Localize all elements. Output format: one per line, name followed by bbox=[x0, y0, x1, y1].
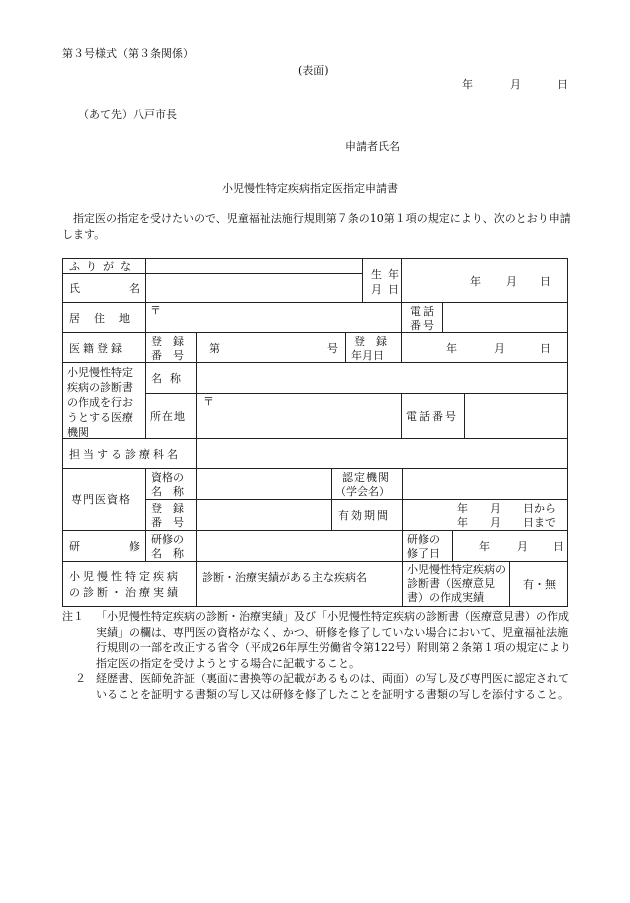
reg-number-input[interactable] bbox=[196, 332, 346, 363]
reg-no-suffix: 号 bbox=[327, 342, 338, 355]
reg-day-label: 日 bbox=[540, 342, 551, 355]
inst-postal-mark: 〒 bbox=[203, 395, 214, 408]
birth-day-label: 日 bbox=[540, 275, 551, 288]
institution-label: 小児慢性特定疾病の診断書の作成を行おうとする医療機関 bbox=[67, 366, 133, 439]
note-1 bbox=[62, 609, 572, 671]
date-day: 日 bbox=[557, 78, 568, 91]
inst-phone-label-cell bbox=[401, 393, 465, 439]
notes bbox=[62, 609, 572, 702]
cert-org-label-cell bbox=[331, 468, 403, 500]
spec-reg-label-cell bbox=[145, 499, 197, 531]
phone-label-line1: 電話 bbox=[410, 305, 436, 318]
yes-no-label: 有・無 bbox=[523, 578, 556, 591]
specialist-label: 専門医資格 bbox=[71, 493, 131, 506]
name-input[interactable] bbox=[145, 273, 363, 303]
birthdate-label-line1: 生年 bbox=[371, 268, 405, 281]
reg-date-label-line2: 年月日 bbox=[351, 349, 384, 362]
reg-date-label-cell bbox=[345, 332, 402, 363]
qual-name-label-cell bbox=[145, 468, 197, 500]
training-done-label-line1: 研修の bbox=[407, 533, 440, 546]
reg-date-label-line1: 登 録 bbox=[354, 335, 387, 348]
reg-month-label: 月 bbox=[494, 342, 505, 355]
results-main-input[interactable] bbox=[196, 561, 403, 607]
phone-input[interactable] bbox=[442, 302, 568, 333]
qual-name-label-line2: 名 称 bbox=[151, 485, 184, 498]
opinion-results-label: 小児慢性特定疾病の診断書（医療意見書）の作成実績 bbox=[407, 563, 506, 604]
cert-org-label-line2: （学会名） bbox=[335, 485, 390, 498]
birth-month-label: 月 bbox=[506, 275, 517, 288]
name-label-2: 名 bbox=[129, 282, 140, 295]
address-input[interactable] bbox=[145, 302, 402, 333]
training-label-cell bbox=[62, 530, 146, 562]
valid-period-label-cell bbox=[331, 499, 403, 531]
medical-reg-label-cell bbox=[62, 332, 146, 363]
note-2-number: ２ bbox=[75, 672, 86, 685]
birth-year-label: 年 bbox=[470, 275, 481, 288]
name-label-1: 氏 bbox=[69, 282, 80, 295]
valid-period-label: 有効期間 bbox=[338, 509, 390, 522]
qual-name-label-line1: 資格の bbox=[151, 471, 184, 484]
cert-org-label-line1: 認定機関 bbox=[342, 471, 390, 484]
results-main-label: 診断・治療実績がある主な疾病名 bbox=[202, 571, 367, 584]
training-name-input[interactable] bbox=[196, 530, 403, 562]
results-label: 小児慢性特定疾病の診断・治療実績 bbox=[69, 570, 181, 599]
spec-reg-label-line2: 番 号 bbox=[151, 516, 184, 529]
date-year: 年 bbox=[462, 78, 473, 91]
inst-name-label-cell bbox=[145, 362, 197, 394]
address-label: 居住地 bbox=[69, 312, 144, 325]
period-to: 年 月 日まで bbox=[457, 516, 556, 529]
inst-phone-label: 電話番号 bbox=[406, 410, 458, 423]
inst-location-label-cell bbox=[145, 393, 197, 439]
furigana-label: ふりがな bbox=[69, 260, 137, 273]
training-label-1: 研 bbox=[69, 540, 80, 553]
training-done-input[interactable] bbox=[452, 530, 568, 562]
birthdate-input[interactable] bbox=[401, 258, 568, 303]
note-2-text: 経歴書、医師免許証（裏面に書換等の記載があるものは、両面）の写し及び専門医に認定されていることを証明する書類の写し又は研修を修了したことを証明する書類の写しを添付すること。 bbox=[96, 672, 569, 701]
reg-number-label-line1: 登 録 bbox=[151, 335, 184, 348]
training-name-label-line1: 研修の bbox=[151, 533, 184, 546]
department-input[interactable] bbox=[196, 438, 568, 469]
training-month-label: 月 bbox=[517, 540, 528, 553]
inst-name-label: 名称 bbox=[151, 372, 189, 385]
date-month: 月 bbox=[510, 78, 521, 91]
training-name-label-line2: 名 称 bbox=[151, 547, 184, 560]
document-title: 小児慢性特定疾病指定医指定申請書 bbox=[222, 182, 398, 195]
address-label-cell bbox=[62, 302, 146, 333]
phone-label-line2: 番号 bbox=[410, 319, 436, 332]
form-number: 第３号様式（第３条関係） bbox=[62, 47, 194, 60]
training-name-label-cell bbox=[145, 530, 197, 562]
inst-location-label: 所在地 bbox=[150, 410, 186, 423]
spec-reg-input[interactable] bbox=[196, 499, 332, 531]
period-from: 年 月 日から bbox=[457, 502, 556, 515]
applicant-name-label: 申請者氏名 bbox=[345, 140, 400, 153]
name-label-cell bbox=[62, 273, 146, 303]
opinion-results-label-cell bbox=[402, 561, 510, 607]
training-year-label: 年 bbox=[479, 540, 490, 553]
valid-period-input[interactable] bbox=[402, 499, 568, 531]
department-label: 担当する診療科名 bbox=[69, 448, 181, 461]
reg-date-input[interactable] bbox=[401, 332, 568, 363]
inst-name-input[interactable] bbox=[196, 362, 568, 394]
training-label-2: 修 bbox=[129, 540, 140, 553]
side-label: (表面) bbox=[298, 64, 329, 77]
specialist-label-cell bbox=[62, 468, 146, 531]
note-1-number: 注１ bbox=[62, 610, 84, 623]
training-done-label-cell bbox=[402, 530, 453, 562]
spec-reg-label-line1: 登 録 bbox=[151, 502, 184, 515]
qual-name-input[interactable] bbox=[196, 468, 332, 500]
intro-paragraph: 指定医の指定を受けたいので、児童福祉法施行規則第７条の10第１項の規定により、次のとおり申請します。 bbox=[62, 212, 571, 241]
yes-no-cell[interactable] bbox=[509, 561, 568, 607]
note-2 bbox=[62, 671, 572, 702]
reg-number-label-line2: 番 号 bbox=[151, 349, 184, 362]
training-day-label: 日 bbox=[553, 540, 564, 553]
institution-label-cell bbox=[62, 362, 146, 439]
phone-label-cell bbox=[401, 302, 443, 333]
addressee: （あて先）八戸市長 bbox=[78, 108, 177, 121]
department-label-cell bbox=[62, 438, 197, 469]
training-done-label-line2: 修了日 bbox=[407, 547, 440, 560]
inst-location-input[interactable] bbox=[196, 393, 402, 439]
cert-org-input[interactable] bbox=[402, 468, 568, 500]
birthdate-label-line2: 月日 bbox=[371, 283, 405, 296]
postal-mark: 〒 bbox=[150, 304, 161, 317]
reg-no-prefix: 第 bbox=[209, 342, 220, 355]
furigana-input[interactable] bbox=[145, 258, 363, 274]
reg-number-label-cell bbox=[145, 332, 197, 363]
reg-year-label: 年 bbox=[446, 342, 457, 355]
note-1-text: 「小児慢性特定疾病の診断・治療実績」及び「小児慢性特定疾病の診断書（医療意見書）の作成実績」の欄は、専門医の資格がなく、かつ、研修を修了していない場合において、児童福祉法施行規則の一部を改正する省令（平成26年厚生労働省令第122号）附則第２条第１項の規定により指定医の指定を受けようとする場合に記載すること。 bbox=[96, 610, 571, 670]
furigana-label-cell bbox=[62, 258, 146, 274]
medical-reg-label: 医籍登録 bbox=[69, 342, 125, 355]
results-label-cell bbox=[62, 561, 197, 607]
inst-phone-input[interactable] bbox=[464, 393, 568, 439]
birthdate-label-cell bbox=[362, 258, 405, 303]
